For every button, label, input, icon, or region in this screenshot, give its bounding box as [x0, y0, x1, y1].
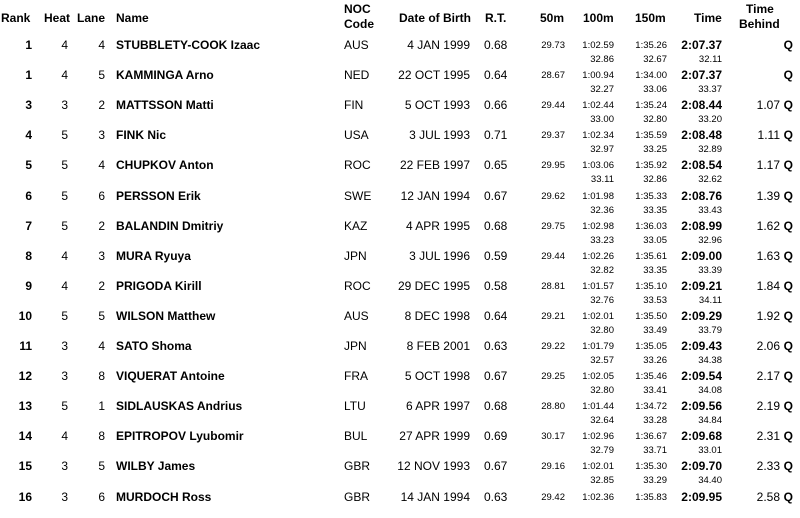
cell-noc: SWE [344, 188, 372, 203]
cell-q: Q [783, 429, 793, 444]
cell-d100: 32.97 [590, 144, 614, 156]
cell-s100: 1:02.44 [582, 100, 614, 112]
cell-rank: 9 [25, 278, 32, 293]
cell-d100: 32.64 [590, 415, 614, 427]
table-row [0, 187, 800, 217]
cell-rt: 0.68 [484, 38, 508, 52]
cell-s50: 29.25 [541, 371, 565, 383]
cell-rt: 0.66 [484, 98, 508, 113]
cell-q: Q [783, 188, 793, 203]
cell-dob: 29 DEC 1995 [397, 278, 470, 293]
cell-d150: 33.35 [643, 204, 667, 216]
cell-noc: FRA [344, 369, 368, 384]
cell-d200: 33.79 [698, 324, 722, 336]
cell-d100: 33.23 [590, 234, 614, 246]
cell-d200: 33.43 [698, 204, 722, 216]
cell-name: FINK Nic [116, 128, 167, 143]
table-row [0, 397, 800, 427]
cell-s150: 1:36.67 [635, 431, 667, 443]
cell-time: 2:08.54 [681, 158, 722, 173]
cell-rank: 6 [25, 188, 32, 203]
cell-s50: 29.37 [541, 130, 565, 142]
cell-lane: 6 [98, 188, 105, 203]
cell-lane: 3 [98, 248, 105, 263]
cell-d200: 34.08 [698, 385, 722, 397]
table-row [0, 66, 800, 96]
table-row [0, 307, 800, 337]
cell-d150: 33.35 [643, 264, 667, 276]
cell-s100: 1:00.94 [582, 70, 614, 82]
cell-q: Q [783, 98, 793, 113]
cell-dob: 3 JUL 1993 [409, 128, 470, 143]
cell-dob: 5 OCT 1993 [404, 98, 470, 113]
cell-d150: 33.25 [643, 144, 667, 156]
cell-s50: 28.81 [541, 280, 565, 292]
cell-s50: 29.22 [541, 341, 565, 352]
cell-rt: 0.65 [484, 158, 508, 173]
cell-name: PERSSON Erik [116, 188, 201, 203]
cell-s100: 1:01.79 [582, 341, 614, 352]
cell-time: 2:08.76 [681, 188, 722, 203]
cell-q: Q [783, 308, 793, 323]
cell-name: PRIGODA Kirill [116, 278, 202, 293]
cell-lane: 2 [98, 98, 105, 113]
cell-s100: 1:02.98 [582, 220, 614, 232]
cell-s100: 1:01.44 [582, 401, 614, 413]
cell-s100: 1:02.36 [582, 491, 614, 503]
cell-d150: 33.49 [643, 324, 667, 336]
cell-s50: 29.62 [541, 190, 565, 202]
cell-d200: 32.11 [698, 54, 722, 65]
table-row [0, 457, 800, 487]
results-table-header [0, 0, 800, 34]
cell-s100: 1:02.01 [582, 310, 614, 322]
cell-s150: 1:35.83 [635, 491, 667, 503]
cell-d150: 33.28 [643, 415, 667, 427]
cell-rt: 0.68 [484, 218, 508, 233]
cell-rt: 0.68 [484, 399, 508, 414]
cell-rank: 16 [18, 489, 32, 504]
cell-lane: 8 [98, 369, 105, 384]
cell-s100: 1:02.96 [582, 431, 614, 443]
cell-heat: 5 [61, 188, 68, 203]
cell-heat: 4 [61, 248, 68, 263]
table-row [0, 126, 800, 156]
cell-d200: 33.20 [698, 114, 722, 126]
cell-q: Q [783, 339, 793, 353]
cell-d100: 32.85 [590, 475, 614, 487]
cell-behind: 1.17 [756, 158, 780, 173]
cell-behind: 2.17 [756, 369, 780, 384]
cell-d100: 32.27 [590, 84, 614, 96]
cell-noc: JPN [344, 339, 367, 353]
cell-dob: 12 JAN 1994 [400, 188, 470, 203]
cell-rank: 12 [18, 369, 32, 384]
cell-behind: 2.58 [756, 489, 780, 504]
cell-d200: 33.37 [698, 84, 722, 96]
cell-s150: 1:35.24 [635, 100, 667, 112]
cell-rank: 3 [25, 98, 32, 113]
cell-time: 2:08.44 [681, 98, 722, 113]
cell-heat: 3 [61, 459, 68, 474]
cell-d100: 33.00 [590, 114, 614, 126]
cell-d200: 34.84 [698, 415, 722, 427]
header-time-behind-line2: Behind [739, 17, 780, 31]
header-time: Time [694, 11, 722, 25]
cell-rank: 11 [19, 339, 32, 353]
cell-noc: NED [344, 68, 370, 83]
cell-rt: 0.67 [484, 188, 508, 203]
cell-behind: 1.92 [756, 308, 780, 323]
cell-q: Q [783, 218, 793, 233]
cell-heat: 3 [61, 98, 68, 113]
cell-s150: 1:35.30 [635, 461, 667, 473]
cell-lane: 5 [98, 68, 105, 83]
cell-d150: 33.53 [643, 294, 667, 306]
cell-time: 2:09.43 [681, 339, 722, 353]
table-row [0, 247, 800, 277]
cell-name: BALANDIN Dmitriy [116, 218, 224, 233]
cell-behind: 1.62 [756, 218, 780, 233]
cell-name: VIQUERAT Antoine [116, 369, 225, 384]
cell-lane: 5 [98, 459, 105, 474]
cell-dob: 12 NOV 1993 [397, 459, 470, 474]
cell-s50: 29.73 [541, 40, 565, 51]
cell-noc: AUS [344, 38, 369, 52]
cell-time: 2:07.37 [681, 68, 722, 83]
cell-dob: 4 APR 1995 [405, 218, 470, 233]
cell-behind: 2.06 [756, 339, 780, 353]
cell-d150: 33.06 [643, 84, 667, 96]
cell-d100: 32.80 [590, 385, 614, 397]
cell-name: MURDOCH Ross [116, 489, 212, 504]
cell-rank: 14 [18, 429, 32, 444]
cell-lane: 2 [98, 218, 105, 233]
cell-q: Q [783, 399, 793, 414]
cell-d150: 32.80 [643, 114, 667, 126]
cell-lane: 3 [98, 128, 105, 143]
cell-heat: 5 [61, 399, 68, 414]
table-row [0, 96, 800, 126]
cell-s50: 29.16 [541, 461, 565, 473]
cell-d150: 33.71 [643, 445, 667, 457]
header-lane: Lane [77, 11, 106, 25]
cell-d150: 33.41 [643, 385, 667, 397]
cell-rank: 15 [18, 459, 32, 474]
cell-noc: FIN [344, 98, 364, 113]
cell-heat: 5 [61, 218, 68, 233]
header-split-100m: 100m [583, 11, 614, 25]
cell-heat: 3 [61, 489, 68, 504]
cell-dob: 27 APR 1999 [399, 429, 470, 444]
cell-dob: 5 OCT 1998 [404, 369, 470, 384]
cell-d200: 34.11 [698, 294, 722, 306]
cell-dob: 8 DEC 1998 [404, 308, 470, 323]
cell-s50: 29.95 [541, 160, 565, 172]
cell-lane: 1 [98, 399, 105, 414]
cell-behind: 1.07 [756, 98, 780, 113]
cell-lane: 4 [98, 38, 105, 52]
cell-d100: 33.11 [590, 174, 614, 186]
cell-d100: 32.57 [590, 355, 614, 366]
cell-s50: 29.42 [541, 491, 565, 503]
cell-time: 2:09.29 [681, 308, 722, 323]
cell-time: 2:09.54 [681, 369, 722, 384]
cell-rank: 8 [25, 248, 32, 263]
cell-rt: 0.63 [484, 339, 508, 353]
cell-time: 2:09.68 [681, 429, 722, 444]
cell-s50: 29.75 [541, 220, 565, 232]
cell-noc: ROC [344, 158, 371, 173]
cell-rank: 13 [18, 399, 32, 414]
cell-q: Q [783, 278, 793, 293]
cell-noc: JPN [344, 248, 367, 263]
cell-rank: 1 [25, 68, 32, 83]
table-row [0, 488, 800, 518]
cell-s150: 1:35.46 [635, 371, 667, 383]
cell-noc: KAZ [344, 218, 368, 233]
cell-noc: LTU [344, 399, 366, 414]
cell-heat: 3 [61, 369, 68, 384]
cell-s150: 1:36.03 [635, 220, 667, 232]
cell-rank: 4 [25, 128, 32, 143]
cell-lane: 8 [98, 429, 105, 444]
cell-name: STUBBLETY-COOK Izaac [116, 38, 261, 52]
cell-s50: 28.67 [541, 70, 565, 82]
cell-d200: 33.39 [698, 264, 722, 276]
cell-behind: 2.31 [756, 429, 780, 444]
cell-s100: 1:01.57 [582, 280, 614, 292]
cell-s100: 1:02.26 [582, 250, 614, 262]
cell-d200: 32.96 [698, 234, 722, 246]
cell-d100: 32.79 [590, 445, 614, 457]
table-row [0, 217, 800, 247]
cell-name: KAMMINGA Arno [116, 68, 214, 83]
cell-name: SATO Shoma [116, 339, 192, 353]
cell-q: Q [783, 489, 793, 504]
cell-q: Q [783, 38, 793, 52]
cell-s50: 29.44 [541, 100, 565, 112]
cell-dob: 22 OCT 1995 [398, 68, 470, 83]
cell-rt: 0.58 [484, 278, 508, 293]
cell-lane: 4 [98, 339, 105, 353]
cell-heat: 5 [61, 128, 68, 143]
header-noc-line2: Code [344, 17, 374, 31]
cell-s150: 1:35.92 [635, 160, 667, 172]
header-split-150m: 150m [635, 11, 666, 25]
cell-s150: 1:35.61 [635, 250, 667, 262]
cell-q: Q [783, 68, 793, 83]
cell-name: MURA Ryuya [116, 248, 191, 263]
cell-dob: 8 FEB 2001 [406, 339, 470, 353]
cell-d200: 34.38 [698, 355, 722, 366]
cell-s50: 28.80 [541, 401, 565, 413]
cell-heat: 4 [61, 38, 68, 52]
cell-d150: 32.67 [643, 54, 667, 65]
cell-d150: 33.05 [643, 234, 667, 246]
cell-s100: 1:01.98 [582, 190, 614, 202]
cell-name: CHUPKOV Anton [116, 158, 214, 173]
cell-s150: 1:35.10 [635, 280, 667, 292]
table-row [0, 367, 800, 397]
cell-lane: 4 [98, 158, 105, 173]
cell-d100: 32.36 [590, 204, 614, 216]
cell-time: 2:07.37 [681, 38, 722, 52]
cell-d200: 32.89 [698, 144, 722, 156]
table-row [0, 156, 800, 186]
cell-rt: 0.71 [484, 128, 508, 143]
cell-s150: 1:34.72 [635, 401, 667, 413]
cell-q: Q [783, 459, 793, 474]
cell-s100: 1:02.59 [582, 40, 614, 51]
header-time-behind-line1: Time [746, 2, 774, 16]
cell-s150: 1:35.59 [635, 130, 667, 142]
cell-name: MATTSSON Matti [116, 98, 214, 113]
cell-rank: 7 [25, 218, 32, 233]
cell-s100: 1:02.05 [582, 371, 614, 383]
cell-d100: 32.82 [590, 264, 614, 276]
header-rank: Rank [1, 11, 31, 25]
cell-noc: USA [344, 128, 369, 143]
cell-noc: ROC [344, 278, 371, 293]
header-reaction-time: R.T. [485, 11, 507, 25]
cell-d150: 33.29 [643, 475, 667, 487]
cell-noc: AUS [344, 308, 369, 323]
cell-rank: 10 [18, 308, 32, 323]
header-name: Name [116, 11, 149, 25]
table-row [0, 427, 800, 457]
cell-d150: 32.86 [643, 174, 667, 186]
cell-heat: 4 [61, 68, 68, 83]
cell-dob: 22 FEB 1997 [399, 158, 470, 173]
cell-rank: 1 [25, 38, 32, 52]
cell-dob: 6 APR 1997 [405, 399, 470, 414]
cell-rt: 0.64 [484, 308, 508, 323]
cell-q: Q [783, 248, 793, 263]
cell-d200: 33.01 [698, 445, 722, 457]
cell-dob: 3 JUL 1996 [409, 248, 470, 263]
cell-lane: 5 [98, 308, 105, 323]
cell-s50: 30.17 [541, 431, 565, 443]
header-heat: Heat [44, 11, 71, 25]
cell-d150: 33.26 [643, 355, 667, 366]
cell-q: Q [783, 158, 793, 173]
cell-d200: 32.62 [698, 174, 722, 186]
table-row [0, 337, 800, 367]
cell-s50: 29.21 [541, 310, 565, 322]
cell-heat: 3 [61, 339, 68, 353]
cell-name: EPITROPOV Lyubomir [116, 429, 244, 444]
cell-rt: 0.64 [484, 68, 508, 83]
cell-rank: 5 [25, 158, 32, 173]
header-split-50m: 50m [540, 11, 565, 25]
cell-time: 2:08.48 [681, 128, 722, 143]
cell-q: Q [783, 128, 793, 143]
cell-noc: GBR [344, 459, 371, 474]
cell-d200: 34.40 [698, 475, 722, 487]
cell-heat: 5 [61, 158, 68, 173]
cell-behind: 1.39 [756, 188, 780, 203]
cell-heat: 4 [61, 278, 68, 293]
cell-s150: 1:35.33 [635, 190, 667, 202]
cell-rt: 0.67 [484, 459, 508, 474]
cell-heat: 5 [61, 308, 68, 323]
cell-behind: 1.11 [757, 128, 780, 143]
cell-lane: 2 [98, 278, 105, 293]
cell-name: WILSON Matthew [116, 308, 216, 323]
cell-dob: 14 JAN 1994 [400, 489, 470, 504]
cell-rt: 0.63 [484, 489, 508, 504]
cell-d100: 32.86 [590, 54, 614, 65]
cell-s150: 1:35.26 [635, 40, 667, 51]
cell-noc: BUL [344, 429, 368, 444]
cell-rt: 0.69 [484, 429, 508, 444]
cell-behind: 1.84 [756, 278, 780, 293]
cell-behind: 2.33 [756, 459, 780, 474]
cell-noc: GBR [344, 489, 371, 504]
cell-s50: 29.44 [541, 250, 565, 262]
cell-name: SIDLAUSKAS Andrius [116, 399, 243, 414]
table-row [0, 36, 800, 66]
table-row [0, 277, 800, 307]
cell-heat: 4 [61, 429, 68, 444]
cell-time: 2:09.00 [681, 248, 722, 263]
cell-q: Q [783, 369, 793, 384]
cell-s100: 1:02.01 [582, 461, 614, 473]
cell-time: 2:09.95 [681, 489, 722, 504]
cell-s150: 1:35.05 [635, 341, 667, 352]
cell-rt: 0.59 [484, 248, 508, 263]
cell-s100: 1:02.34 [582, 130, 614, 142]
cell-dob: 4 JAN 1999 [407, 38, 470, 52]
cell-time: 2:09.56 [681, 399, 722, 414]
cell-d100: 32.76 [590, 294, 614, 306]
cell-lane: 6 [98, 489, 105, 504]
cell-behind: 1.63 [756, 248, 780, 263]
cell-name: WILBY James [116, 459, 196, 474]
cell-d100: 32.80 [590, 324, 614, 336]
cell-time: 2:08.99 [681, 218, 722, 233]
cell-s100: 1:03.06 [582, 160, 614, 172]
cell-time: 2:09.70 [681, 459, 722, 474]
cell-time: 2:09.21 [681, 278, 722, 293]
cell-behind: 2.19 [756, 399, 780, 414]
cell-rt: 0.67 [484, 369, 508, 384]
cell-s150: 1:35.50 [635, 310, 667, 322]
header-date-of-birth: Date of Birth [399, 11, 471, 25]
header-noc-line1: NOC [344, 2, 371, 16]
cell-s150: 1:34.00 [635, 70, 667, 82]
